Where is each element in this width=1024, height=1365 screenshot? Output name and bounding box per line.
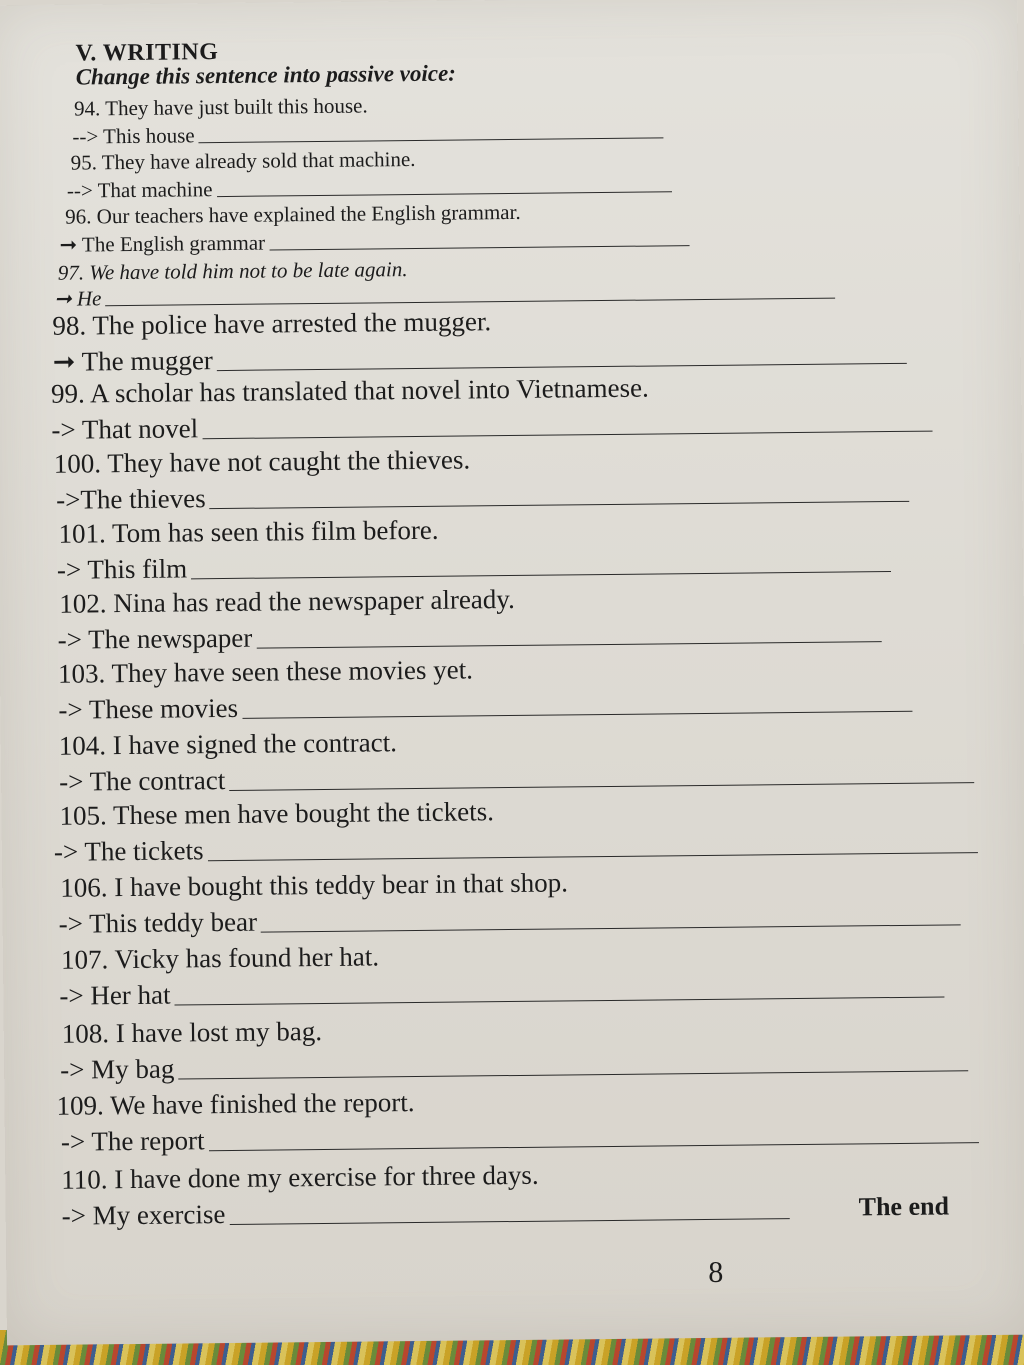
- question-103: 103. They have seen these movies yet.: [57, 654, 474, 689]
- answer-102: [58, 616, 882, 656]
- question-97: 97. We have told him not to be late again.: [57, 257, 408, 285]
- question-109: 109. We have finished the report.: [56, 1087, 415, 1121]
- answer-blank-110[interactable]: [229, 1218, 789, 1225]
- answer-blank-101[interactable]: [191, 571, 891, 579]
- question-110: 110. I have done my exercise for three days.: [61, 1159, 539, 1195]
- answer-blank-109[interactable]: [209, 1142, 979, 1151]
- answer-prompt: -> My exercise: [61, 1199, 226, 1231]
- question-95: 95. They have already sold that machine.: [70, 146, 416, 175]
- answer-prompt: -> That novel: [51, 413, 199, 445]
- answer-prompt: -> The report: [60, 1125, 205, 1157]
- question-98: 98. The police have arrested the mugger.: [52, 306, 492, 341]
- answer-prompt: ➞ The English grammar: [59, 230, 266, 257]
- question-96: 96. Our teachers have explained the English grammar.: [65, 199, 521, 229]
- answer-prompt: -> This teddy bear: [58, 906, 258, 939]
- answer-blank-99[interactable]: [202, 431, 932, 440]
- answer-prompt: -> My bag: [60, 1053, 175, 1085]
- question-108: 108. I have lost my bag.: [61, 1016, 323, 1049]
- answer-108: [60, 1045, 968, 1086]
- question-99: 99. A scholar has translated that novel into Vietnamese.: [50, 372, 649, 409]
- answer-99: [51, 406, 932, 446]
- answer-103: [58, 686, 912, 726]
- answer-94: [72, 118, 664, 149]
- answer-blank-94[interactable]: [199, 137, 664, 143]
- answer-104: [59, 757, 974, 798]
- answer-105: [54, 827, 978, 868]
- answer-blank-100[interactable]: [210, 501, 910, 509]
- answer-blank-96[interactable]: [269, 245, 689, 250]
- answer-prompt: ➞ The mugger: [52, 345, 213, 377]
- question-101: 101. Tom has seen this film before.: [58, 514, 439, 549]
- answer-100: [56, 476, 910, 516]
- answer-109: [61, 1117, 979, 1158]
- answer-blank-106[interactable]: [261, 924, 961, 932]
- question-107: 107. Vicky has found her hat.: [60, 941, 380, 975]
- answer-98: [53, 338, 907, 378]
- question-106: 106. I have bought this teddy bear in that shop.: [60, 867, 569, 903]
- answer-107: [59, 971, 944, 1011]
- instruction: Change this sentence into passive voice:: [75, 60, 457, 90]
- answer-prompt: ->The thieves: [56, 483, 206, 515]
- answer-prompt: --> This house: [72, 123, 195, 149]
- answer-prompt: -> The newspaper: [57, 622, 253, 655]
- answer-blank-107[interactable]: [175, 996, 945, 1005]
- answer-blank-95[interactable]: [217, 191, 672, 197]
- question-100: 100. They have not caught the thieves.: [53, 444, 471, 479]
- answer-prompt: ➞ He: [53, 286, 102, 311]
- answer-prompt: -> These movies: [58, 692, 239, 725]
- answer-prompt: -> The contract: [58, 765, 226, 797]
- answer-blank-104[interactable]: [229, 782, 974, 791]
- answer-blank-102[interactable]: [256, 641, 881, 649]
- page-number: 8: [708, 1255, 724, 1289]
- question-102: 102. Nina has read the newspaper already.: [59, 583, 515, 619]
- answer-101: [57, 546, 892, 586]
- section-title: V. WRITING: [75, 39, 219, 67]
- answer-blank-108[interactable]: [178, 1070, 968, 1079]
- answer-95: [67, 172, 672, 203]
- answer-prompt: --> That machine: [66, 177, 213, 203]
- answer-106: [58, 899, 961, 939]
- question-105: 105. These men have bought the tickets.: [59, 796, 495, 831]
- answer-prompt: -> This film: [56, 553, 188, 585]
- closing-text: The end: [858, 1191, 950, 1222]
- answer-prompt: -> Her hat: [59, 979, 171, 1011]
- answer-110: [62, 1193, 790, 1232]
- answer-blank-103[interactable]: [242, 711, 912, 719]
- answer-blank-105[interactable]: [208, 852, 978, 861]
- answer-blank-97[interactable]: [106, 298, 836, 307]
- answer-96: [59, 226, 689, 258]
- answer-blank-98[interactable]: [217, 363, 907, 371]
- answer-prompt: -> The tickets: [53, 835, 204, 867]
- question-104: 104. I have signed the contract.: [58, 727, 398, 761]
- question-94: 94. They have just built this house.: [73, 93, 368, 121]
